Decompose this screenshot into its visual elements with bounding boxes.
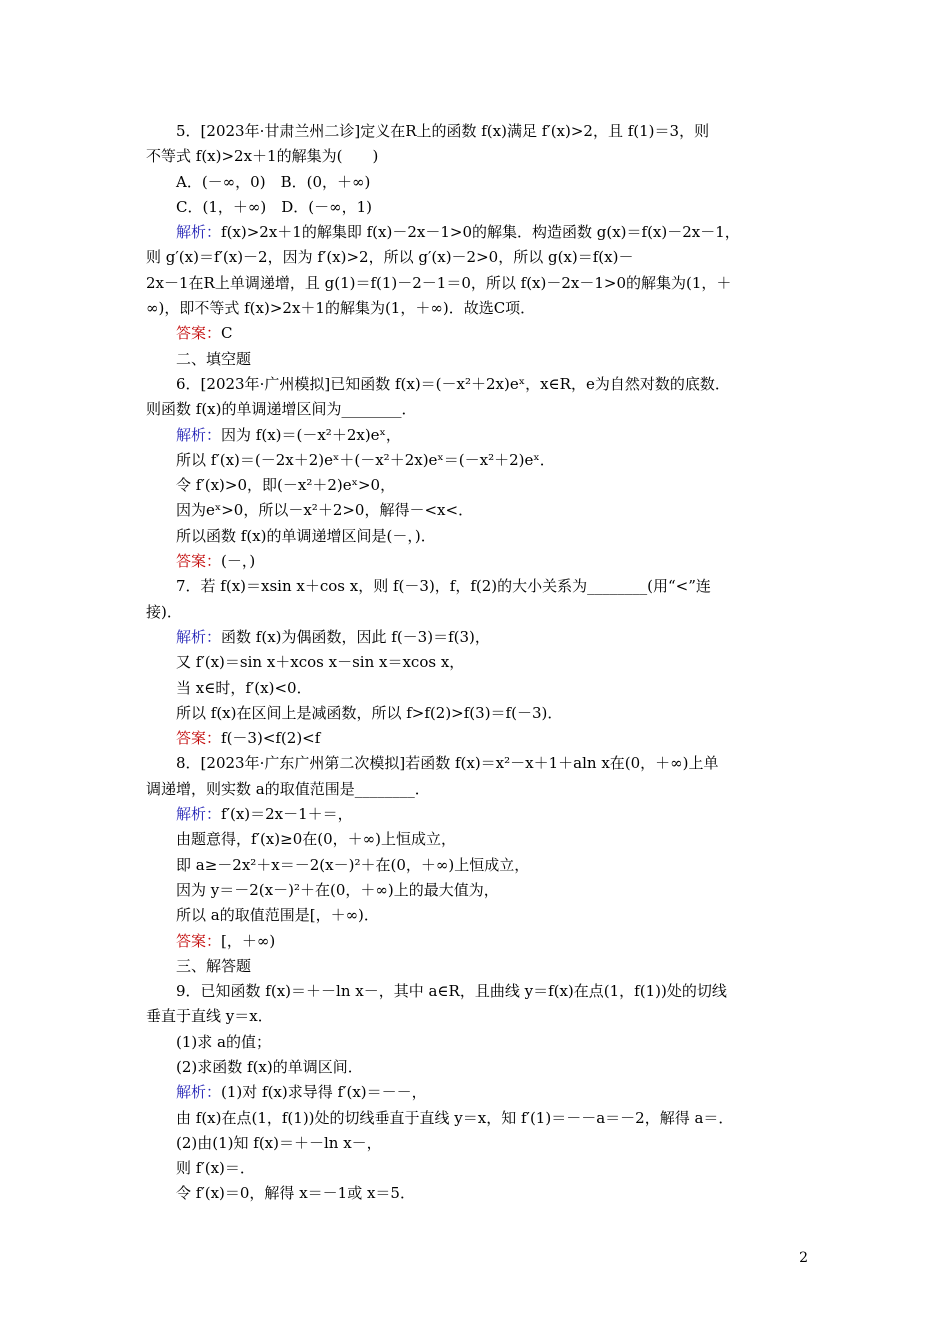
text-line xyxy=(146,1156,806,1181)
text-line xyxy=(146,271,806,296)
analysis-label: 解析： xyxy=(176,805,222,824)
line-text: ∞)，即不等式 f(x)>2x＋1的解集为(1，＋∞)．故选C项． xyxy=(146,299,536,318)
line-text: 当 x∈时，f′(x)<0． xyxy=(176,678,312,697)
line-text: 因为eˣ>0，所以－x²＋2>0，解得－<x<． xyxy=(176,501,474,520)
line-text: 6．[2023年·广州模拟]已知函数 f(x)＝(－x²＋2x)eˣ，x∈R，e为自然对数的底数． xyxy=(176,374,730,393)
line-text: 7．若 f(x)＝xsin x＋cos x，则 f(－3)，f，f(2)的大小关系为________(用“<”连 xyxy=(176,577,711,596)
text-line xyxy=(146,1131,806,1156)
line-text: C．(1，＋∞) D．(－∞，1) xyxy=(176,197,372,216)
analysis-label: 解析： xyxy=(176,1083,222,1102)
line-text: 所以 a的取值范围是[，＋∞)． xyxy=(176,906,379,925)
answer-label: 答案： xyxy=(176,729,222,748)
line-text: 三、解答题 xyxy=(176,956,252,975)
text-line xyxy=(146,170,806,195)
line-text: [，＋∞) xyxy=(221,931,276,950)
line-text: 所以 f′(x)＝(－2x＋2)eˣ＋(－x²＋2x)eˣ＝(－x²＋2)eˣ． xyxy=(176,450,555,469)
text-line xyxy=(146,549,806,574)
line-text: (2)由(1)知 f(x)＝＋－ln x－， xyxy=(176,1133,382,1152)
line-text: 则 f′(x)＝． xyxy=(176,1159,255,1178)
text-line xyxy=(146,423,806,448)
line-text: (－，) xyxy=(221,552,256,571)
text-line xyxy=(146,600,806,625)
line-text: (1)对 f(x)求导得 f′(x)＝－－， xyxy=(221,1083,427,1102)
text-line xyxy=(146,1055,806,1080)
analysis-label: 解析： xyxy=(176,223,222,242)
line-text: f(－3)<f(2)<f xyxy=(221,729,321,748)
text-line xyxy=(146,1004,806,1029)
line-text: 由题意得，f′(x)≥0在(0，＋∞)上恒成立， xyxy=(176,830,456,849)
line-text: 不等式 f(x)>2x＋1的解集为( ) xyxy=(146,147,379,166)
line-text: 所以函数 f(x)的单调递增区间是(－，)． xyxy=(176,526,436,545)
text-line xyxy=(146,220,806,245)
analysis-label: 解析： xyxy=(176,425,222,444)
text-line xyxy=(146,726,806,751)
text-line xyxy=(146,372,806,397)
text-line xyxy=(146,296,806,321)
text-line xyxy=(146,676,806,701)
text-line xyxy=(146,1181,806,1206)
text-line xyxy=(146,473,806,498)
line-text: 函数 f(x)为偶函数，因此 f(－3)＝f(3)， xyxy=(221,627,490,646)
text-line xyxy=(146,1080,806,1105)
text-line xyxy=(146,650,806,675)
line-text: 因为 y＝－2(x－)²＋在(0，＋∞)上的最大值为， xyxy=(176,880,499,899)
text-line xyxy=(146,397,806,422)
line-text: 因为 f(x)＝(－x²＋2x)eˣ， xyxy=(221,425,401,444)
line-text: 9．已知函数 f(x)＝＋－ln x－，其中 a∈R，且曲线 y＝f(x)在点(1，f(1))处的切线 xyxy=(176,982,727,1001)
text-line xyxy=(146,574,806,599)
line-text: 8．[2023年·广东广州第二次模拟]若函数 f(x)＝x²－x＋1＋aln x在(0，＋∞)上单 xyxy=(176,754,719,773)
text-line xyxy=(146,1030,806,1055)
line-text: f′(x)＝2x－1＋＝， xyxy=(221,805,353,824)
line-text: 接)． xyxy=(146,602,182,621)
line-text: 调递增，则实数 a的取值范围是________． xyxy=(146,779,430,798)
text-line xyxy=(146,498,806,523)
text-line xyxy=(146,701,806,726)
text-line xyxy=(146,878,806,903)
text-line xyxy=(146,853,806,878)
answer-label: 答案： xyxy=(176,552,222,571)
line-text: 垂直于直线 y＝x． xyxy=(146,1007,273,1026)
line-text: 所以 f(x)在区间上是减函数，所以 f>f(2)>f(3)＝f(－3)． xyxy=(176,703,563,722)
document-body xyxy=(146,119,806,1207)
text-line xyxy=(146,777,806,802)
line-text: (1)求 a的值； xyxy=(176,1032,271,1051)
line-text: 则函数 f(x)的单调递增区间为________． xyxy=(146,400,417,419)
text-line xyxy=(146,524,806,549)
line-text: 又 f′(x)＝sin x＋xcos x－sin x＝xcos x， xyxy=(176,653,465,672)
line-text: f(x)>2x＋1的解集即 f(x)－2x－1>0的解集．构造函数 g(x)＝f(x)－2x－1， xyxy=(221,223,740,242)
line-text: 令 f′(x)＝0，解得 x＝－1或 x＝5． xyxy=(176,1184,415,1203)
line-text: 即 a≥－2x²＋x＝－2(x－)²＋在(0，＋∞)上恒成立， xyxy=(176,855,530,874)
text-line xyxy=(146,245,806,270)
text-line xyxy=(146,195,806,220)
line-text: (2)求函数 f(x)的单调区间． xyxy=(176,1057,363,1076)
line-text: 5．[2023年·甘肃兰州二诊]定义在R上的函数 f(x)满足 f′(x)>2，且 f(1)＝3，则 xyxy=(176,122,710,140)
page-number: 2 xyxy=(799,1250,808,1266)
text-line xyxy=(146,929,806,954)
line-text: C xyxy=(221,324,233,343)
analysis-label: 解析： xyxy=(176,627,222,646)
text-line xyxy=(146,1106,806,1131)
text-line xyxy=(146,751,806,776)
text-line xyxy=(146,144,806,169)
text-line xyxy=(146,448,806,473)
line-text: 2x－1在R上单调递增，且 g(1)＝f(1)－2－1＝0，所以 f(x)－2x－1>0的解集为(1，＋ xyxy=(146,273,732,292)
text-line xyxy=(146,979,806,1004)
line-text: 由 f(x)在点(1，f(1))处的切线垂直于直线 y＝x，知 f′(1)＝－－a＝－2，解得 a＝． xyxy=(176,1108,734,1127)
line-text: 则 g′(x)＝f′(x)－2，因为 f′(x)>2，所以 g′(x)－2>0，所以 g(x)＝f(x)－ xyxy=(146,248,634,267)
text-line xyxy=(146,827,806,852)
text-line xyxy=(146,954,806,979)
answer-label: 答案： xyxy=(176,324,222,343)
line-text: 二、填空题 xyxy=(176,349,252,368)
text-line xyxy=(146,347,806,372)
text-line xyxy=(146,119,806,144)
text-line xyxy=(146,625,806,650)
answer-label: 答案： xyxy=(176,931,222,950)
line-text: 令 f′(x)>0，即(－x²＋2)eˣ>0， xyxy=(176,476,396,495)
text-line xyxy=(146,903,806,928)
line-text: A．(－∞，0) B．(0，＋∞) xyxy=(176,172,371,191)
text-line xyxy=(146,321,806,346)
text-line xyxy=(146,802,806,827)
